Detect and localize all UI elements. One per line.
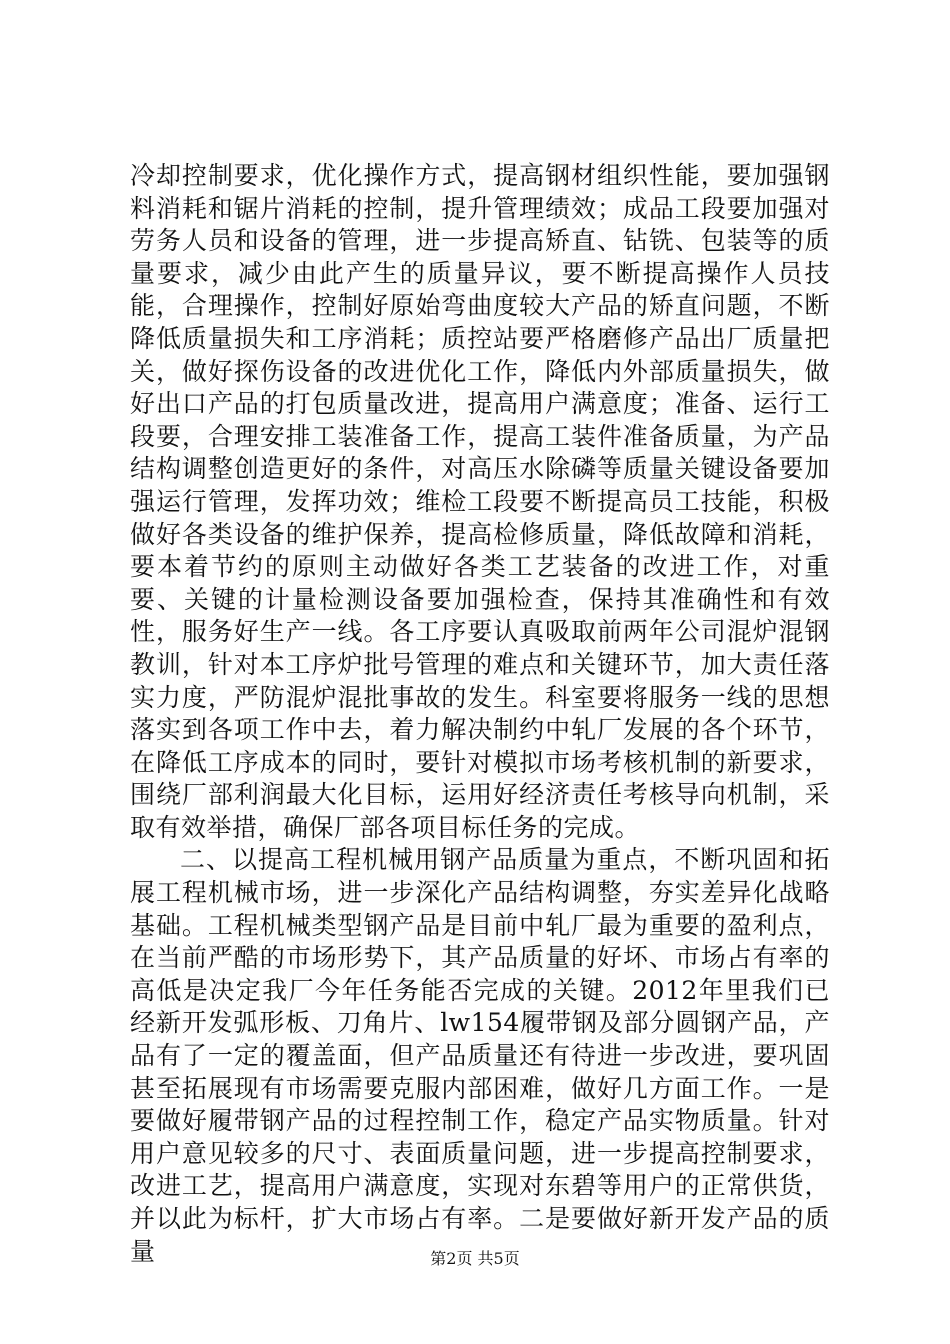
paragraph-section-two: 二、以提高工程机械用钢产品质量为重点，不断巩固和拓展工程机械市场，进一步深化产品结构调整，夯实差异化战略基础。工程机械类型钢产品是目前中轧厂最为重要的盈利点，在当前严酷的市场形势下，其产品质量的好坏、市场占有率的高低是决定我厂今年任务能否完成的关键。2012年里我们已经新开发弧形板、刀角片、lw154履带钢及部分圆钢产品，产品有了一定的覆盖面，但产品质量还有待进一步改进，要巩固甚至拓展现有市场需要克服内部困难，做好几方面工作。一是要做好履带钢产品的过程控制工作，稳定产品实物质量。针对用户意见较多的尺寸、表面质量问题，进一步提高控制要求，改进工艺，提高用户满意度，实现对东碧等用户的正常供货，并以此为标杆，扩大市场占有率。二是要做好新开发产品的质量 (130, 845, 830, 1266)
body-text (130, 160, 830, 1268)
paragraph-continued: 冷却控制要求，优化操作方式，提高钢材组织性能，要加强钢料消耗和锯片消耗的控制，提升管理绩效；成品工段要加强对劳务人员和设备的管理，进一步提高矫直、钻铣、包装等的质量要求，减少由此产生的质量异议，要不断提高操作人员技能，合理操作，控制好原始弯曲度较大产品的矫直问题，不断降低质量损失和工序消耗；质控站要严格磨修产品出厂质量把关，做好探伤设备的改进优化工作，降低内外部质量损失，做好出口产品的打包质量改进，提高用户满意度；准备、运行工段要，合理安排工装准备工作，提高工装件准备质量，为产品结构调整创造更好的条件，对高压水除磷等质量关键设备要加强运行管理，发挥功效；维检工段要不断提高员工技能，积极做好各类设备的维护保养，提高检修质量，降低故障和消耗，要本着节约的原则主动做好各类工艺装备的改进工作，对重要、关键的计量检测设备要加强检查，保持其准确性和有效性，服务好生产一线。各工序要认真吸取前两年公司混炉混钢教训，针对本工序炉批号管理的难点和关键环节，加大责任落实力度，严防混炉混批事故的发生。科室要将服务一线的思想落实到各项工作中去，着力解决制约中轧厂发展的各个环节，在降低工序成本的同时，要针对模拟市场考核机制的新要求，围绕厂部利润最大化目标，运用好经济责任考核导向机制，采取有效举措，确保厂部各项目标任务的完成。 (130, 161, 830, 842)
page-number-footer: 第2页 共5页 (430, 1249, 520, 1268)
